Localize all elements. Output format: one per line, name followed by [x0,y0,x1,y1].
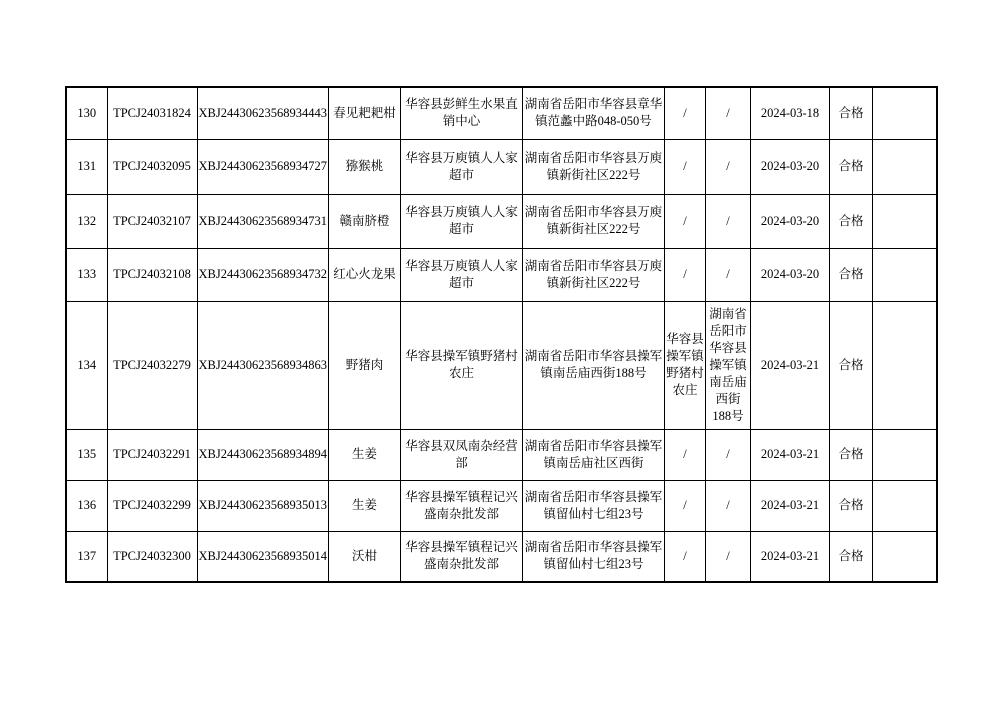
cell-remark [872,139,937,194]
cell-report-no: XBJ24430623568934894 [197,429,328,480]
cell-sample-no: TPCJ24032291 [107,429,197,480]
cell-serial: 132 [66,194,107,248]
cell-producer-name: / [664,194,705,248]
cell-producer-name: 华容县操军镇野猪村农庄 [664,301,705,429]
cell-remark [872,531,937,582]
cell-unit-name: 华容县操军镇程记兴盛南杂批发部 [400,531,522,582]
cell-date: 2024-03-18 [750,87,829,139]
cell-serial: 135 [66,429,107,480]
cell-report-no: XBJ24430623568935014 [197,531,328,582]
cell-sample-name: 沃柑 [328,531,400,582]
cell-unit-address: 湖南省岳阳市华容县操军镇南岳庙社区西街 [522,429,664,480]
table-row [66,248,937,301]
cell-unit-name: 华容县操军镇野猪村农庄 [400,301,522,429]
inspection-table-body [66,87,937,582]
cell-unit-name: 华容县万庾镇人人家超市 [400,194,522,248]
cell-result: 合格 [829,429,872,480]
cell-producer-name: / [664,87,705,139]
cell-remark [872,87,937,139]
cell-sample-no: TPCJ24032108 [107,248,197,301]
cell-sample-name: 猕猴桃 [328,139,400,194]
cell-unit-address: 湖南省岳阳市华容县万庾镇新街社区222号 [522,194,664,248]
cell-producer-address: / [705,480,750,531]
cell-unit-address: 湖南省岳阳市华容县章华镇范蠡中路048-050号 [522,87,664,139]
cell-sample-no: TPCJ24032279 [107,301,197,429]
cell-producer-address: / [705,139,750,194]
cell-remark [872,248,937,301]
table-row [66,194,937,248]
cell-remark [872,480,937,531]
cell-result: 合格 [829,87,872,139]
cell-unit-name: 华容县万庾镇人人家超市 [400,248,522,301]
cell-sample-name: 春见耙耙柑 [328,87,400,139]
cell-result: 合格 [829,531,872,582]
cell-serial: 134 [66,301,107,429]
inspection-table [65,86,938,583]
cell-report-no: XBJ24430623568934731 [197,194,328,248]
cell-remark [872,194,937,248]
cell-unit-address: 湖南省岳阳市华容县操军镇南岳庙西街188号 [522,301,664,429]
cell-unit-name: 华容县万庾镇人人家超市 [400,139,522,194]
cell-report-no: XBJ24430623568935013 [197,480,328,531]
cell-report-no: XBJ24430623568934863 [197,301,328,429]
cell-producer-name: / [664,429,705,480]
cell-serial: 131 [66,139,107,194]
cell-sample-no: TPCJ24032107 [107,194,197,248]
cell-date: 2024-03-21 [750,301,829,429]
cell-result: 合格 [829,301,872,429]
cell-producer-name: / [664,480,705,531]
cell-serial: 136 [66,480,107,531]
cell-result: 合格 [829,139,872,194]
cell-sample-name: 野猪肉 [328,301,400,429]
cell-serial: 130 [66,87,107,139]
cell-result: 合格 [829,248,872,301]
cell-producer-address: / [705,87,750,139]
cell-producer-address: 湖南省岳阳市华容县操军镇南岳庙西街188号 [705,301,750,429]
cell-unit-name: 华容县双凤南杂经营部 [400,429,522,480]
cell-report-no: XBJ24430623568934732 [197,248,328,301]
cell-producer-name: / [664,248,705,301]
cell-sample-name: 赣南脐橙 [328,194,400,248]
cell-producer-address: / [705,531,750,582]
cell-date: 2024-03-21 [750,429,829,480]
cell-result: 合格 [829,480,872,531]
table-row [66,139,937,194]
cell-serial: 133 [66,248,107,301]
cell-date: 2024-03-20 [750,194,829,248]
cell-sample-no: TPCJ24032095 [107,139,197,194]
cell-producer-name: / [664,139,705,194]
cell-sample-name: 生姜 [328,429,400,480]
table-row [66,301,937,429]
cell-unit-address: 湖南省岳阳市华容县万庾镇新街社区222号 [522,139,664,194]
cell-date: 2024-03-20 [750,139,829,194]
cell-producer-address: / [705,248,750,301]
cell-report-no: XBJ24430623568934727 [197,139,328,194]
cell-report-no: XBJ24430623568934443 [197,87,328,139]
table-row [66,429,937,480]
cell-producer-name: / [664,531,705,582]
cell-date: 2024-03-21 [750,531,829,582]
cell-serial: 137 [66,531,107,582]
cell-unit-name: 华容县彭鲜生水果直销中心 [400,87,522,139]
cell-producer-address: / [705,429,750,480]
cell-sample-name: 红心火龙果 [328,248,400,301]
cell-remark [872,429,937,480]
cell-unit-address: 湖南省岳阳市华容县万庾镇新街社区222号 [522,248,664,301]
cell-sample-name: 生姜 [328,480,400,531]
cell-date: 2024-03-20 [750,248,829,301]
table-row [66,480,937,531]
cell-sample-no: TPCJ24031824 [107,87,197,139]
cell-result: 合格 [829,194,872,248]
cell-date: 2024-03-21 [750,480,829,531]
cell-unit-address: 湖南省岳阳市华容县操军镇留仙村七组23号 [522,480,664,531]
cell-sample-no: TPCJ24032300 [107,531,197,582]
cell-unit-name: 华容县操军镇程记兴盛南杂批发部 [400,480,522,531]
cell-unit-address: 湖南省岳阳市华容县操军镇留仙村七组23号 [522,531,664,582]
cell-producer-address: / [705,194,750,248]
cell-remark [872,301,937,429]
table-row [66,87,937,139]
cell-sample-no: TPCJ24032299 [107,480,197,531]
table-row [66,531,937,582]
